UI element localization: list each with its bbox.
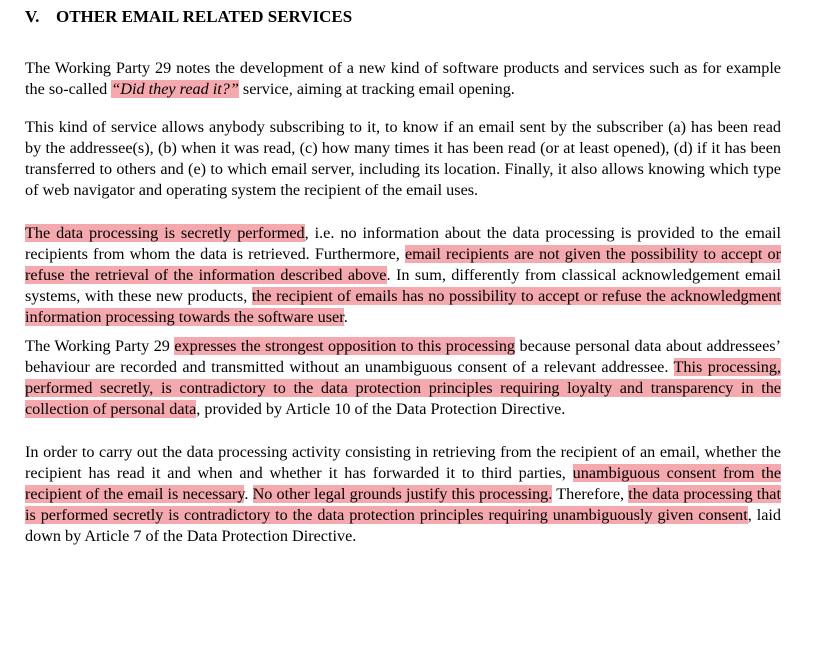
highlight-span: unambiguous consent from the recipient of the email is necessary bbox=[25, 464, 781, 503]
highlight-span: No other legal grounds justify this processing. bbox=[252, 485, 553, 503]
text-run: , laid down by Article 7 of the Data Protection Directive. bbox=[25, 506, 781, 545]
highlight-span: The data processing is secretly performed bbox=[25, 224, 305, 242]
highlighted-quote: “Did they read it?” bbox=[111, 80, 239, 98]
paragraph-2 bbox=[25, 117, 781, 201]
text-run: The Working Party 29 bbox=[25, 337, 175, 355]
section-title: OTHER EMAIL RELATED SERVICES bbox=[56, 7, 353, 26]
text-run: service, aiming at tracking email opening. bbox=[238, 80, 515, 98]
text-run: , provided by Article 10 of the Data Protection Directive. bbox=[196, 400, 566, 418]
section-heading bbox=[25, 6, 781, 28]
highlight-span: the data processing that is performed secretly is contradictory to the data protection principles requiring unambiguously given consent bbox=[25, 485, 781, 524]
text-run: In order to carry out the data processing activity consisting in retrieving from the recipient of an email, whether the recipient has read it and when and whether it has forwarded it to third parties, bbox=[25, 443, 781, 482]
text-run: . In sum, differently from classical acknowledgement email systems, with these new products, bbox=[25, 266, 781, 305]
text-run: This kind of service allows anybody subscribing to it, to know if an email sent by the subscriber (a) has been read by the addressee(s), (b) when it was read, (c) how many times it has been read (or at least opened), (d) if it has been transferred to others and (e) to which email server, including its location. Finally, it also allows knowing which type of web navigator and operating system the recipient of the email uses. bbox=[25, 118, 781, 199]
text-run: Therefore, bbox=[552, 485, 629, 503]
text-run: because personal data about addressees’ behaviour are recorded and transmitted without an unambiguous consent of a relevant addressee. bbox=[25, 337, 781, 376]
highlight-span: expresses the strongest opposition to this processing bbox=[174, 337, 516, 355]
paragraph-3 bbox=[25, 223, 781, 328]
text-run: . bbox=[244, 485, 253, 503]
text-run: , i.e. no information about the data processing is provided to the email recipients from whom the data is retrieved. Furthermore, bbox=[25, 224, 782, 263]
highlight-span: This processing, performed secretly, is contradictory to the data protection principles requiring loyalty and transparency in the collection of personal data bbox=[25, 358, 781, 418]
paragraph-5 bbox=[25, 442, 781, 547]
paragraph-4 bbox=[25, 336, 781, 420]
highlight-span: the recipient of emails has no possibility to accept or refuse the acknowledgment information processing towards the software user bbox=[25, 287, 781, 326]
paragraph-1 bbox=[25, 58, 781, 100]
text-run: The Working Party 29 notes the development of a new kind of software products and services such as for example the so-called bbox=[25, 59, 781, 98]
text-run: . bbox=[343, 308, 348, 326]
section-number: V. bbox=[25, 7, 40, 26]
highlight-span: email recipients are not given the possibility to accept or refuse the retrieval of the information described above bbox=[25, 245, 782, 284]
